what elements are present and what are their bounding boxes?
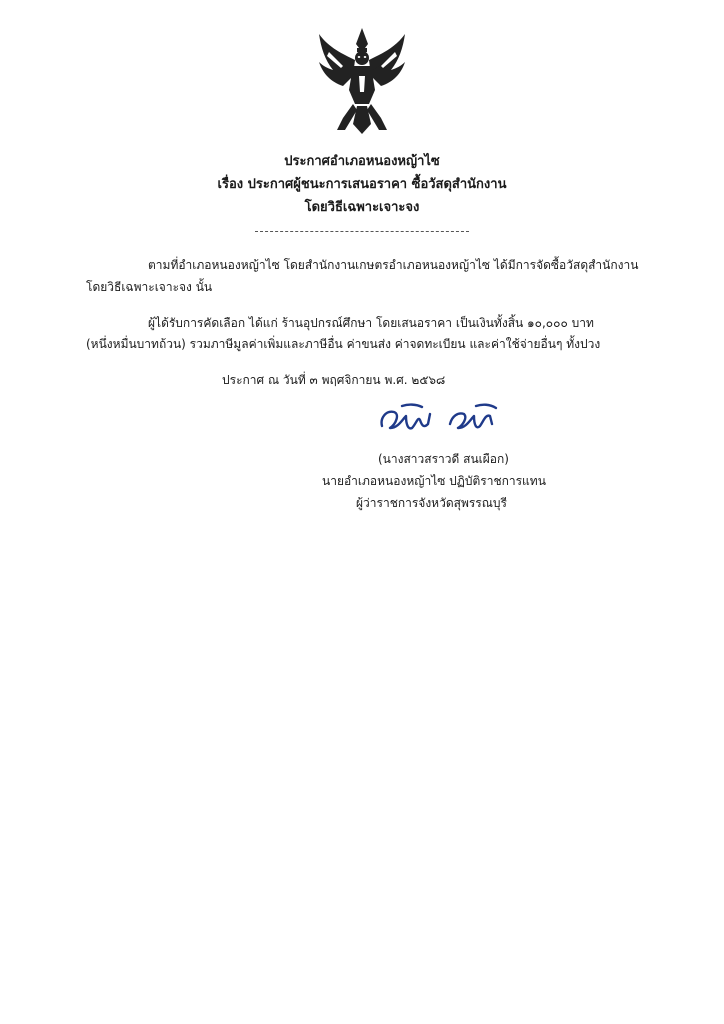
- announcement-date: ประกาศ ณ วันที่ ๓ พฤศจิกายน พ.ศ. ๒๕๖๘: [222, 373, 446, 387]
- paragraph-2-line-2: (หนึ่งหมื่นบาทถ้วน) รวมภาษีมูลค่าเพิ่มและภาษีอื่น ค่าขนส่ง ค่าจดทะเบียน และค่าใช้จ่ายอื่นๆ ทั้งปวง: [86, 337, 601, 351]
- paragraph-2-line-1: ผู้ได้รับการคัดเลือก ได้แก่ ร้านอุปกรณ์ศึกษา โดยเสนอราคา เป็นเงินทั้งสิ้น ๑๐,๐๐๐ บาท: [148, 316, 594, 330]
- garuda-emblem-icon: [315, 26, 409, 138]
- signatory-title: นายอำเภอหนองหญ้าไซ ปฏิบัติราชการแทน: [322, 474, 546, 488]
- signatory-name: (นางสาวสราวดี สนเผือก): [378, 452, 509, 466]
- announcement-subject: เรื่อง ประกาศผู้ชนะการเสนอราคา ซื้อวัสดุสำนักงาน: [217, 177, 507, 192]
- header-divider: [255, 231, 469, 232]
- signatory-title-2: ผู้ว่าราชการจังหวัดสุพรรณบุรี: [356, 496, 507, 510]
- announcement-method: โดยวิธีเฉพาะเจาะจง: [304, 200, 420, 215]
- paragraph-1-line-2: โดยวิธีเฉพาะเจาะจง นั้น: [86, 280, 213, 294]
- announcement-title: ประกาศอำเภอหนองหญ้าไซ: [284, 154, 440, 169]
- paragraph-1-line-1: ตามที่อำเภอหนองหญ้าไซ โดยสำนักงานเกษตรอำเภอหนองหญ้าไซ ได้มีการจัดซื้อวัสดุสำนักงาน: [148, 258, 639, 272]
- handwritten-signature: [372, 398, 504, 440]
